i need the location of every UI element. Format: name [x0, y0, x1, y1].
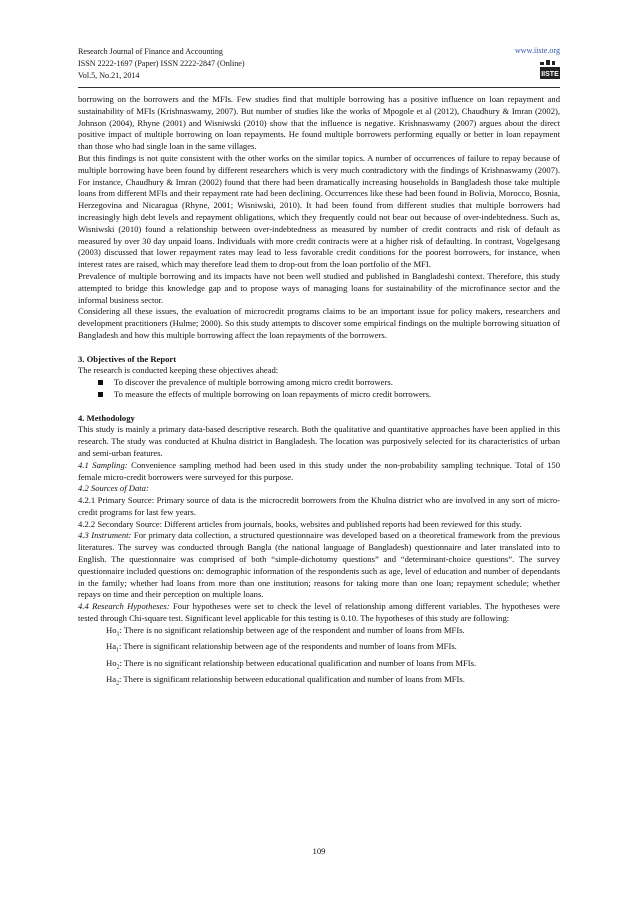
- primary-source-paragraph: 4.2.1 Primary Source: Primary source of data is the microcredit borrowers from the Khulna district who are involved in any sort of micro-credit programs for last few years.: [78, 495, 560, 517]
- instrument-paragraph: 4.3 Instrument: For primary data collection, a structured questionnaire was developed based on a theoretical framework from the previous literatures. The survey was conducted through Bangla (the national language of Bangladesh) questionnaire and later translated into to English. The questionnaire was comprised of both “simple-dichotomy questions” and “determinant-choice questions”. The survey questionnaire included questions on: demographic information of the respondents such as age, level of education and number of dependants in the family; whether had loans from more than one institution; reasons for taking more than one loan; repayment schedule; whether repays on time and their perception on multiple loans.: [78, 530, 560, 600]
- body-paragraph: Prevalence of multiple borrowing and its impacts have not been well studied and published in Bangladeshi context. Therefore, this study attempted to bridge this knowledge gap and to propose ways of managing loans for sustainability of the microfinance sector and the informal business sector.: [78, 270, 560, 305]
- body-paragraph: borrowing on the borrowers and the MFIs. Few studies find that multiple borrowing has a positive influence on loan repayment and sustainability of MFIs (Krishnaswamy, 2007). But number of studies like the works of Mpogole et al (2012), Chaudhury & Imran (2002), Johnson (2004), Rhyne (2001) and Wisniwski (2010) show that the influence is negative. Krishnaswamy (2007) argues about the direct positive impact of multiple borrowing on loan repayments. He found multiple borrowers performing equally or better in loan repayment than those who had single loan in the same villages.: [78, 94, 560, 152]
- sampling-label: 4.1 Sampling:: [78, 459, 128, 470]
- hypothesis-item: $Ho_2$: There is no significant relationship between educational qualification and number of loans from MFIs.: [106, 657, 477, 671]
- sampling-paragraph: 4.1 Sampling: Convenience sampling method had been used in this study under the non-probability sampling technique. Total of 150 female micro-credit borrowers were surveyed for this purpose.: [78, 459, 560, 482]
- journal-title: Research Journal of Finance and Accounting: [78, 47, 223, 56]
- methodology-paragraph: This study is mainly a primary data-based descriptive research. Both the qualitative and quantitative approaches have been applied in this research. The study was conducted at Khulna district in Bangladesh. The location was purposively selected for its characteristics of urban and semi-urban features.: [78, 424, 560, 458]
- instrument-label: 4.3 Instrument:: [78, 530, 132, 541]
- hypotheses-label: 4.4 Research Hypotheses:: [78, 601, 170, 612]
- hypotheses-paragraph: 4.4 Research Hypotheses: Four hypotheses were set to check the level of relationship among different variables. The hypotheses were tested through Chi-square test. Significant level applicable for this testing is 0.10. The hypotheses of this study are following:: [78, 601, 560, 624]
- volume-line: Vol.5, No.21, 2014: [78, 71, 140, 81]
- objectives-heading: 3. Objectives of the Report: [78, 353, 177, 364]
- journal-header: [78, 46, 245, 83]
- list-item: To discover the prevalence of multiple borrowing among micro credit borrowers.: [98, 377, 560, 389]
- body-paragraph: But this findings is not quite consistent with the other works on the similar topics. A number of occurrences of failure to repay because of multiple borrowing have been found by different researchers which is very much contradictory with the findings of Krishnaswamy (2007). For instance, Chaudhury & Imran (2002) found that there had been dramatically increasing households in Bangladesh those take multiple loans from different MFIs and their repayment rate had been declining. Occurrences like these had been found in Bolivia, Morocco, Bosnia, Herzegovina and Nicaragua (Rhyne, 2001; Wisniwski, 2010). It had been found from different studies that multiple borrowers had increasingly high debt levels and repayment obligations, which they frequently could not bear out because of over-indebtedness. Such as, Wisniwski (2010) found a relationship between over-indebtedness as measured by number of credit contracts and risk of default as measured by over 30 day unpaid loans. Individuals with more credit contracts were at a higher risk of defaulting. In contrast, Vogelgesang (2003) discussed that lower repayment rates may lead to less favorable credit conditions for the poorest borrowers, for instance, when interest rates are raised, which may therefore lead them to drop-out from the loan portfolio of the MFI.: [78, 152, 560, 270]
- iiste-logo: [539, 60, 561, 80]
- hypothesis-item: $Ha_2$: There is significant relationship between educational qualification and number of loans from MFIs.: [106, 674, 465, 688]
- header-rule: [78, 87, 560, 88]
- hypothesis-item: $Ha_1$: There is significant relationship between age of the respondents and number of loans from MFIs.: [106, 641, 457, 655]
- list-item: To measure the effects of multiple borrowing on loan repayments of micro credit borrowers.: [98, 389, 560, 401]
- issn-line: ISSN 2222-1697 (Paper) ISSN 2222-2847 (Online): [78, 59, 245, 69]
- hypothesis-item: $Ho_1$: There is no significant relationship between age of the respondent and number of loans from MFIs.: [106, 624, 465, 638]
- svg-text:IISTE: IISTE: [541, 71, 559, 78]
- journal-url-link[interactable]: www.iiste.org: [514, 46, 560, 55]
- secondary-source-paragraph: 4.2.2 Secondary Source: Different articles from journals, books, websites and published reports had been reviewed for this study.: [78, 518, 522, 529]
- sources-heading: 4.2 Sources of Data:: [78, 483, 149, 494]
- methodology-heading: 4. Methodology: [78, 412, 135, 423]
- body-paragraph: Considering all these issues, the evaluation of microcredit programs claims to be an important issue for policy makers, researchers and development practitioners (Hulme; 2000). So this study attempts to discover some empirical findings on the multiple borrowing situation of Bangladesh and how this multiple borrowing affect the loan repayments of the borrowers.: [78, 306, 560, 340]
- page-number: 109: [312, 846, 326, 856]
- article-body: [78, 94, 560, 691]
- objectives-intro: The research is conducted keeping these objectives ahead:: [78, 365, 279, 376]
- objectives-list: [78, 377, 560, 401]
